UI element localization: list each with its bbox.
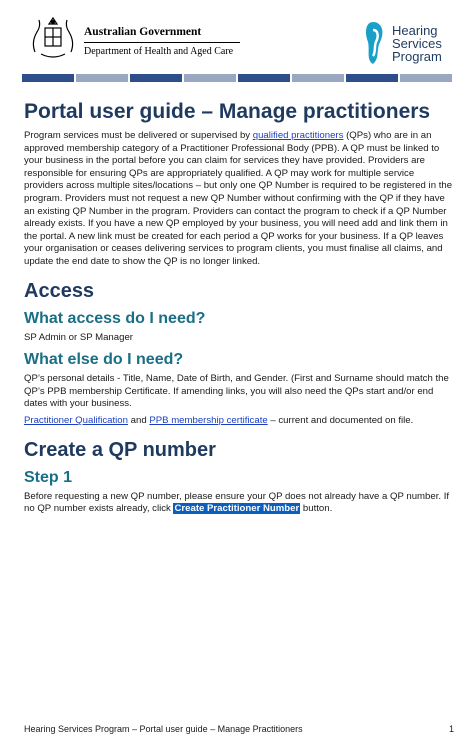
stripe-segment [184, 74, 236, 82]
stripe-segment [346, 74, 398, 82]
document-body [24, 100, 454, 520]
required-documents [24, 415, 454, 428]
qualified-practitioners-link[interactable]: qualified practitioners [252, 130, 344, 141]
ppb-certificate-link[interactable]: PPB membership certificate [149, 414, 268, 426]
create-practitioner-number-button: Create Practitioner Number [174, 503, 300, 515]
access-question-2: What else do I need? [24, 351, 184, 369]
stripe-segment [292, 74, 344, 82]
documents-tail: – current and documented on file. [267, 414, 414, 426]
practitioner-qualification-link[interactable]: Practitioner Qualification [24, 414, 128, 426]
hsp-logo-line1: Hearing [392, 23, 438, 38]
create-heading: Create a QP number [24, 438, 216, 461]
hsp-logo-text [392, 24, 442, 63]
intro-paragraph [24, 130, 454, 269]
gov-department: Department of Health and Aged Care [84, 46, 234, 57]
page-title: Portal user guide – Manage practitioners [24, 100, 431, 123]
stripe-segment [238, 74, 290, 82]
access-answer-1: SP Admin or SP Manager [24, 331, 133, 343]
hsp-logo-icon [360, 20, 386, 66]
gov-name: Australian Government [84, 26, 202, 38]
step-1-text-b: button. [300, 503, 333, 515]
page-footer [24, 724, 454, 734]
step-1-text [24, 491, 454, 516]
access-answer-2: QP’s personal details - Title, Name, Date of Birth, and Gender. (First and Surname should match the QP’s PPB membership Certificate. If amending links, you will also need the QPs start and/or end dates with your business. [24, 373, 449, 410]
gov-divider [84, 42, 240, 43]
page-number: 1 [448, 724, 454, 734]
hsp-logo-line2: Services [392, 36, 442, 51]
access-question-1: What access do I need? [24, 309, 206, 327]
government-banner [84, 26, 240, 58]
and-text: and [127, 414, 150, 426]
intro-text-1: Program services must be delivered or supervised by [24, 130, 253, 141]
stripe-segment [130, 74, 182, 82]
stripe-segment [22, 74, 74, 82]
stripe-segment [400, 74, 452, 82]
stripe-segment [76, 74, 128, 82]
header-stripe [22, 74, 454, 82]
coat-of-arms-icon [27, 14, 79, 60]
step-1-text-a: Before requesting a new QP number, please ensure your QP does not already have a QP number. If no QP number exists already, click [24, 490, 450, 515]
step-1-heading: Step 1 [24, 468, 73, 486]
page-header [0, 0, 474, 78]
footer-title: Hearing Services Program – Portal user guide – Manage Practitioners [24, 724, 303, 734]
intro-text-2: (QPs) who are in an approved membership category of a Practitioner Professional Body (PPB). A QP must be linked to your business in the portal before you can claim for services they have provided. Providers are responsible for ensuring QPs are appropriately qualified. A QP may work for multiple service providers across multiple sites/locations – but only one QP Number is required to be registered in the program. Providers must not request a new QP Number without confirming with the QP if they have an existing QP Number in the program. Providers can contact the program to check if a QP Number already exists. If you have a new QP employed by your business, you will need add and link them in the portal. A new link must be created for each period a QP works for your business. If a QP leaves your organisation or ceases delivering services to program clients, you must finalise all claims, and update the end date to show the QP is no longer linked. [24, 130, 453, 267]
access-heading: Access [24, 279, 95, 302]
hsp-logo-line3: Program [392, 49, 442, 64]
